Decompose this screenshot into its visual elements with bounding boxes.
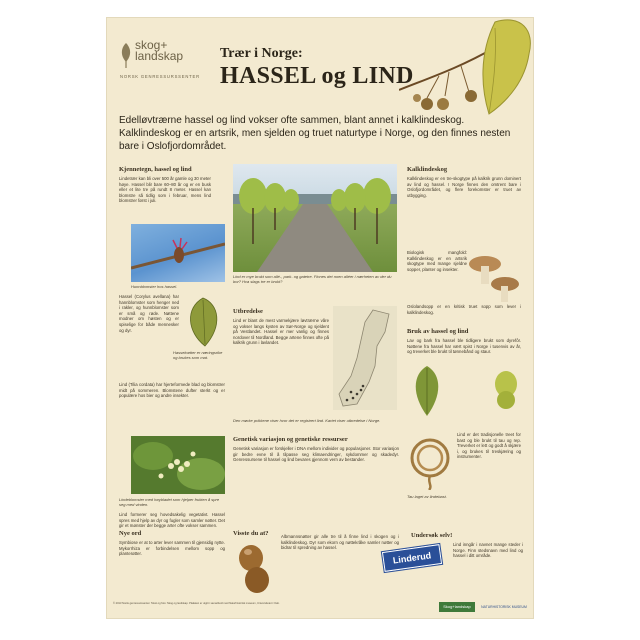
heading-undersok: Undersøk selv! xyxy=(411,532,453,539)
text-bruk: Lav og bark fra hassel ble tidligere brukt som dyrefôr. Nøttene fra hassel har vært spist i Norge i tusenvis av år, og treverket ble brukt til tønnebånd og staur. xyxy=(407,338,521,355)
title-prefix: Trær i Norge: xyxy=(220,46,303,61)
caption-hazelnuts: Hasselnøtter er næringsrike og brukes som mat. xyxy=(173,350,223,360)
text-lind: Lind (Tilia cordata) har hjerteformede blad og blomstrer midt på sommeren. Blomstene dufter sterkt og er populære hos bier og andre insekter. xyxy=(119,382,225,399)
photo-green-nuts xyxy=(491,366,521,410)
street-sign-text: Linderud xyxy=(392,550,432,566)
brand-line2: landskap xyxy=(135,49,184,63)
footer-logo-1: Skog+landskap xyxy=(439,602,475,612)
hazelnut-icon xyxy=(233,540,277,596)
brand-tagline: NORSK GENRESSURSSENTER xyxy=(120,74,200,79)
avenue-icon xyxy=(233,164,397,272)
heading-kalklindeskog: Kalklindeskog xyxy=(407,166,448,173)
text-lind-use: Lind er det tradisjonelle treet for bast og ble brukt til tau og rep. Treverket er lett og godt å skjære i, og brukes til treskjæring og instrumenter. xyxy=(457,432,521,460)
photo-hazel-leaves xyxy=(407,364,447,420)
photo-hazelnuts xyxy=(233,540,277,596)
text-nye-ord: Symbiose er at to arter lever sammen til gjensidig nytte. Mykorrhiza er forbindelsen mellom sopp og planterøtter. xyxy=(119,540,225,557)
poster xyxy=(107,18,533,618)
footer-logo-2: NATURHISTORISK MUSEUM xyxy=(481,605,527,609)
text-visste: Albmannsnøtter gir alle tre til å finne lind i skogen og i kalklindeskog. Dyr som ekorn og nøttekråke samler nøtter og bidrar til spredning av hassel. xyxy=(281,534,399,551)
heading-visste: Visste du at? xyxy=(233,530,269,537)
linden-branch-illustration xyxy=(399,18,533,128)
text-kalklindeskog: Kalklindeskog er en tre-skogtype på kalkrik grunn dominert av lind og hassel. I Norge finnes den omtrent bare i Oslofjordområdet, og flere forekomster er truet av utbygging. xyxy=(407,176,521,198)
footer-credits: © 2013 Norsk genressurssenter. Tekst og foto: Skog og landskap. Plakaten er utgitt i samarbeid med Naturhistorisk museum, Universitetet i Oslo. xyxy=(113,602,280,605)
caption-rope: Tau laget av lindebast. xyxy=(407,494,447,499)
text-lind-spread: Lind formerer seg hovedsakelig vegetativt. Hassel spres med hjelp av dyr og fugler som samler nøtter. Det gir et mønster der begge arter ofte vokser sammen. xyxy=(119,512,225,529)
caption-avenue: Lind er mye brukt som allé-, park- og gatetre. Finnes det noen alléer i nærheten av der du bor? Hva slags tre er brukt? xyxy=(233,274,392,284)
photo-bast-rope xyxy=(407,434,453,490)
text-biologisk: Biologisk mangfold: Kalklindeskog er en artsrik skogtype med mange sjeldne sopper, planter og insekter. xyxy=(407,250,467,272)
photo-mushrooms xyxy=(467,250,523,306)
photo-avenue xyxy=(233,164,397,272)
green-nut-icon xyxy=(491,366,521,410)
text-kjennetegn: Lindetrær kan bli over 500 år gamle og 30 meter høye. Hassel blir bare 60–80 år og er en busk eller et lite tre på rundt 8 meter. Hassel kan blomstre så tidlig som i februar, mens lind blomstrer først i juli. xyxy=(119,176,211,204)
text-utbredelse: Lind er blant de mest varmekjære løvtrærne våre og vokser langs kysten av Sør-Norge og sjeldent på Vestlandet. Hassel er mer vanlig og finnes nordover til Nordland. Begge artene finnes ofte på kalkrik grunn i lavlandet. xyxy=(233,318,329,346)
tree-logo-icon xyxy=(119,42,133,68)
page-title: HASSEL og LIND xyxy=(220,63,414,89)
heading-bruk: Bruk av hassel og lind xyxy=(407,328,469,335)
heading-utbredelse: Utbredelse xyxy=(233,308,263,315)
distribution-map xyxy=(333,306,397,410)
text-undersok: Lind inngår i navnet mange steder i Norge. Finn stedsnavn med lind og hassel i ditt område. xyxy=(453,542,523,559)
mushroom-icon xyxy=(467,250,523,306)
text-hassel: Hassel (Corylus avellana) har hannblomster som henger ned i rakler, og hunnblomster som er små og røde. Nøttene modner om høsten og er spiselige for både mennesker og dyr. xyxy=(119,294,179,333)
text-genetic: Genetisk variasjon er forskjeller i DNA mellom individer og populasjoner. Stor variasjon gir bedre evne til å tilpasse seg klimaendringer, sykdommer og skadedyr. Genressursene til hassel og lind bevares gjennom vern av bestander. xyxy=(233,446,399,463)
rope-icon xyxy=(407,434,453,490)
photo-hazel-flower xyxy=(131,224,225,282)
caption-hazel-flower: Hunnblomster hos hassel. xyxy=(131,284,178,289)
norway-map-icon xyxy=(333,306,397,410)
heading-kjennetegn: Kjennetegn, hassel og lind xyxy=(119,166,192,173)
photo-hazel-leaf xyxy=(181,296,225,348)
heading-genetic: Genetisk variasjon og genetiske ressurser xyxy=(233,436,348,443)
caption-map: Den mørke prikkene viser hvor det er registrert lind. Kartet viser utbredelse i Norge. xyxy=(233,418,381,423)
intro-paragraph: Edelløvtrærne hassel og lind vokser ofte sammen, blant annet i kalklindeskog. Kalklindeskog er en artsrik, men sjelden og truet naturtype i Norge, og den finnes nesten bare i Oslofjordområdet. xyxy=(119,115,511,152)
brand-line1: skog+ xyxy=(135,38,168,52)
hazel-leaf-icon xyxy=(181,296,225,348)
hazel-twig-icon xyxy=(131,224,225,282)
linden-blossom-icon xyxy=(131,436,225,494)
caption-linden-blossom: Lindeblomster med høybladet som hjelper frukten å spre seg med vinden. xyxy=(119,497,220,507)
heading-nye-ord: Nye ord xyxy=(119,530,142,537)
photo-linden-blossom xyxy=(131,436,225,494)
hazel-leaves-icon xyxy=(407,364,447,420)
text-oslolandsopp: Oslolandsopp er en kritisk truet sopp som lever i kalklindeskog. xyxy=(407,304,521,315)
